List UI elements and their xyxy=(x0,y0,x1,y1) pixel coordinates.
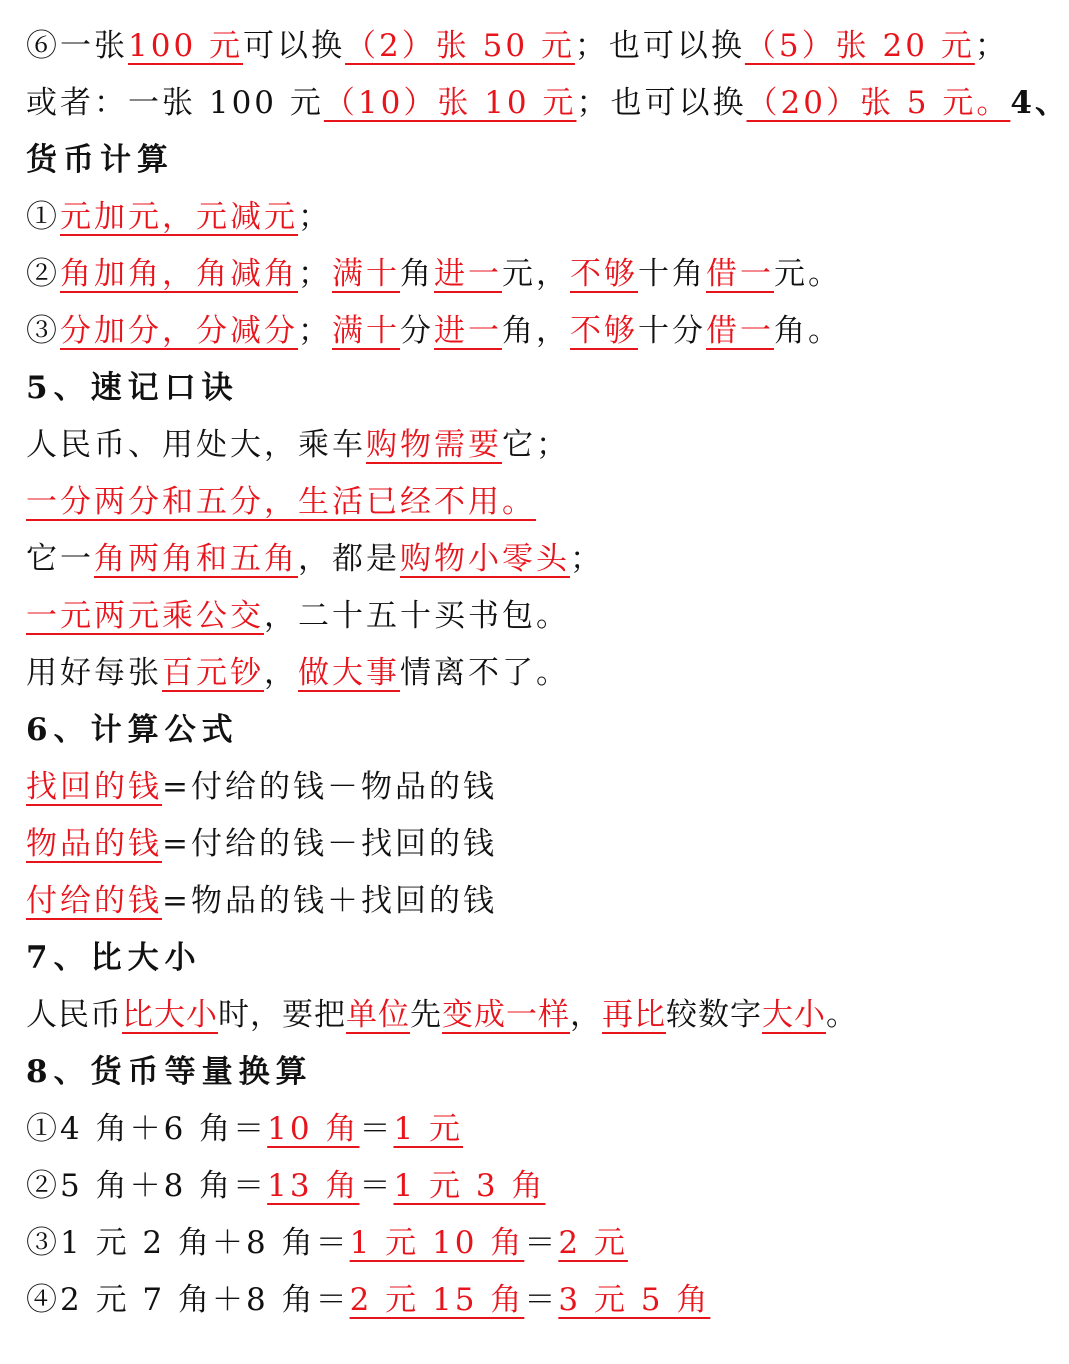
answer-text: 做大事 xyxy=(298,655,400,691)
answer-text: 变成一样 xyxy=(442,997,570,1033)
static-text: ＝ xyxy=(359,1111,394,1147)
answer-text: 不够 xyxy=(570,313,638,349)
answer-text: （2）张 50 元 xyxy=(345,28,575,64)
answer-text: 单位 xyxy=(346,997,410,1033)
section-heading xyxy=(26,132,966,189)
section-heading xyxy=(26,360,966,417)
answer-text: 购物小零头 xyxy=(400,541,570,577)
section-heading xyxy=(26,930,966,987)
static-text: =付给的钱－物品的钱 xyxy=(162,769,497,805)
answer-text: 角加角，角减角 xyxy=(60,256,298,292)
static-text: 人民币 xyxy=(26,997,122,1033)
answer-text: 比大小 xyxy=(122,997,218,1033)
static-text: 时，要把 xyxy=(218,997,346,1033)
answer-text: 1 元 xyxy=(393,1111,464,1147)
answer-text: 分加分，分减分 xyxy=(60,313,298,349)
answer-text: 进一 xyxy=(434,256,502,292)
text-line xyxy=(26,474,966,531)
answer-text: 13 角 xyxy=(267,1168,360,1204)
static-text: ； xyxy=(298,199,332,235)
static-text: 人民币、用处大，乘车 xyxy=(26,427,366,463)
static-text: ，二十五十买书包。 xyxy=(264,598,570,634)
static-text: ， xyxy=(570,997,602,1033)
static-text: ；也可以换 xyxy=(576,85,747,121)
static-text: 可以换 xyxy=(243,28,346,64)
static-text: ，都是 xyxy=(298,541,400,577)
text-line xyxy=(26,417,966,474)
text-line xyxy=(26,303,966,360)
text-line xyxy=(26,987,966,1044)
text-line xyxy=(26,1215,966,1272)
static-text: 角。 xyxy=(774,313,842,349)
static-text: ＝ xyxy=(524,1282,559,1318)
document-page xyxy=(26,18,1069,1329)
answer-text: 一元两元乘公交 xyxy=(26,598,264,634)
static-text: 5、速记口诀 xyxy=(26,370,239,406)
static-text: 它； xyxy=(502,427,570,463)
text-line xyxy=(26,75,1069,132)
text-line xyxy=(26,588,966,645)
static-text: 6、计算公式 xyxy=(26,712,239,748)
answer-text: 百元钞 xyxy=(162,655,264,691)
answer-text: 满十 xyxy=(332,256,400,292)
text-line xyxy=(26,18,1009,75)
static-text: =付给的钱－找回的钱 xyxy=(162,826,497,862)
static-text: ； xyxy=(298,313,332,349)
static-text: =物品的钱＋找回的钱 xyxy=(162,883,497,919)
static-text: 较数字 xyxy=(666,997,762,1033)
answer-text: 100 元 xyxy=(128,28,244,64)
static-text: 元， xyxy=(502,256,570,292)
answer-text: 借一 xyxy=(706,313,774,349)
answer-text: （20）张 5 元。 xyxy=(746,85,1011,121)
static-text: 角 xyxy=(400,256,434,292)
answer-text: 角两角和五角 xyxy=(94,541,298,577)
answer-text: （10）张 10 元 xyxy=(323,85,577,121)
section-heading xyxy=(26,1044,966,1101)
static-text: ④2 元 7 角＋8 角＝ xyxy=(26,1282,350,1318)
answer-text: 再比 xyxy=(602,997,666,1033)
static-text: 8、货币等量换算 xyxy=(26,1054,313,1090)
static-text: ①4 角＋6 角＝ xyxy=(26,1111,268,1147)
answer-text: 购物需要 xyxy=(366,427,502,463)
answer-text: 不够 xyxy=(570,256,638,292)
text-line xyxy=(26,1158,966,1215)
static-text: 角， xyxy=(502,313,570,349)
answer-text: 借一 xyxy=(706,256,774,292)
text-line xyxy=(26,816,966,873)
static-text: 用好每张 xyxy=(26,655,162,691)
static-text: 情离不了。 xyxy=(400,655,570,691)
static-text: ； xyxy=(570,541,604,577)
text-line xyxy=(26,873,966,930)
answer-text: 1 元 3 角 xyxy=(393,1168,546,1204)
answer-text: （5）张 20 元 xyxy=(744,28,975,64)
answer-text: 一分两分和五分，生活已经不用。 xyxy=(26,484,536,520)
answer-text: 元加元，元减元 xyxy=(60,199,298,235)
answer-text: 10 角 xyxy=(267,1111,360,1147)
static-text: ＝ xyxy=(524,1225,559,1261)
answer-text: 满十 xyxy=(332,313,400,349)
static-text: ②5 角＋8 角＝ xyxy=(26,1168,268,1204)
static-text: ； xyxy=(974,28,1009,64)
static-text: 分 xyxy=(400,313,434,349)
section-heading xyxy=(26,702,966,759)
static-text: 7、比大小 xyxy=(26,940,202,976)
static-text: 十分 xyxy=(638,313,706,349)
text-line xyxy=(26,645,966,702)
static-text: ；也可以换 xyxy=(574,28,745,64)
static-text: ＝ xyxy=(359,1168,394,1204)
answer-text: 2 元 15 角 xyxy=(349,1282,525,1318)
answer-text: 1 元 10 角 xyxy=(349,1225,525,1261)
static-text: 。 xyxy=(826,997,858,1033)
static-text: ； xyxy=(298,256,332,292)
text-line xyxy=(26,759,966,816)
answer-text: 3 元 5 角 xyxy=(558,1282,711,1318)
static-text: 或者：一张 100 元 xyxy=(26,85,324,121)
static-text: ③1 元 2 角＋8 角＝ xyxy=(26,1225,350,1261)
static-text: ③ xyxy=(26,313,60,349)
answer-text: 大小 xyxy=(762,997,826,1033)
static-text: 十角 xyxy=(638,256,706,292)
text-line xyxy=(26,246,966,303)
text-line xyxy=(26,1272,966,1329)
answer-text: 进一 xyxy=(434,313,502,349)
answer-text: 找回的钱 xyxy=(26,769,162,805)
static-text: 4、 xyxy=(1010,85,1069,121)
static-text: 它一 xyxy=(26,541,94,577)
static-text: ① xyxy=(26,199,60,235)
static-text: ， xyxy=(264,655,298,691)
answer-text: 付给的钱 xyxy=(26,883,162,919)
text-line xyxy=(26,531,966,588)
static-text: ⑥一张 xyxy=(26,28,128,64)
text-line xyxy=(26,189,966,246)
static-text: 货币计算 xyxy=(26,142,174,178)
answer-text: 2 元 xyxy=(558,1225,628,1261)
static-text: 先 xyxy=(410,997,442,1033)
static-text: 元。 xyxy=(774,256,842,292)
answer-text: 物品的钱 xyxy=(26,826,162,862)
text-line xyxy=(26,1101,966,1158)
static-text: ② xyxy=(26,256,60,292)
